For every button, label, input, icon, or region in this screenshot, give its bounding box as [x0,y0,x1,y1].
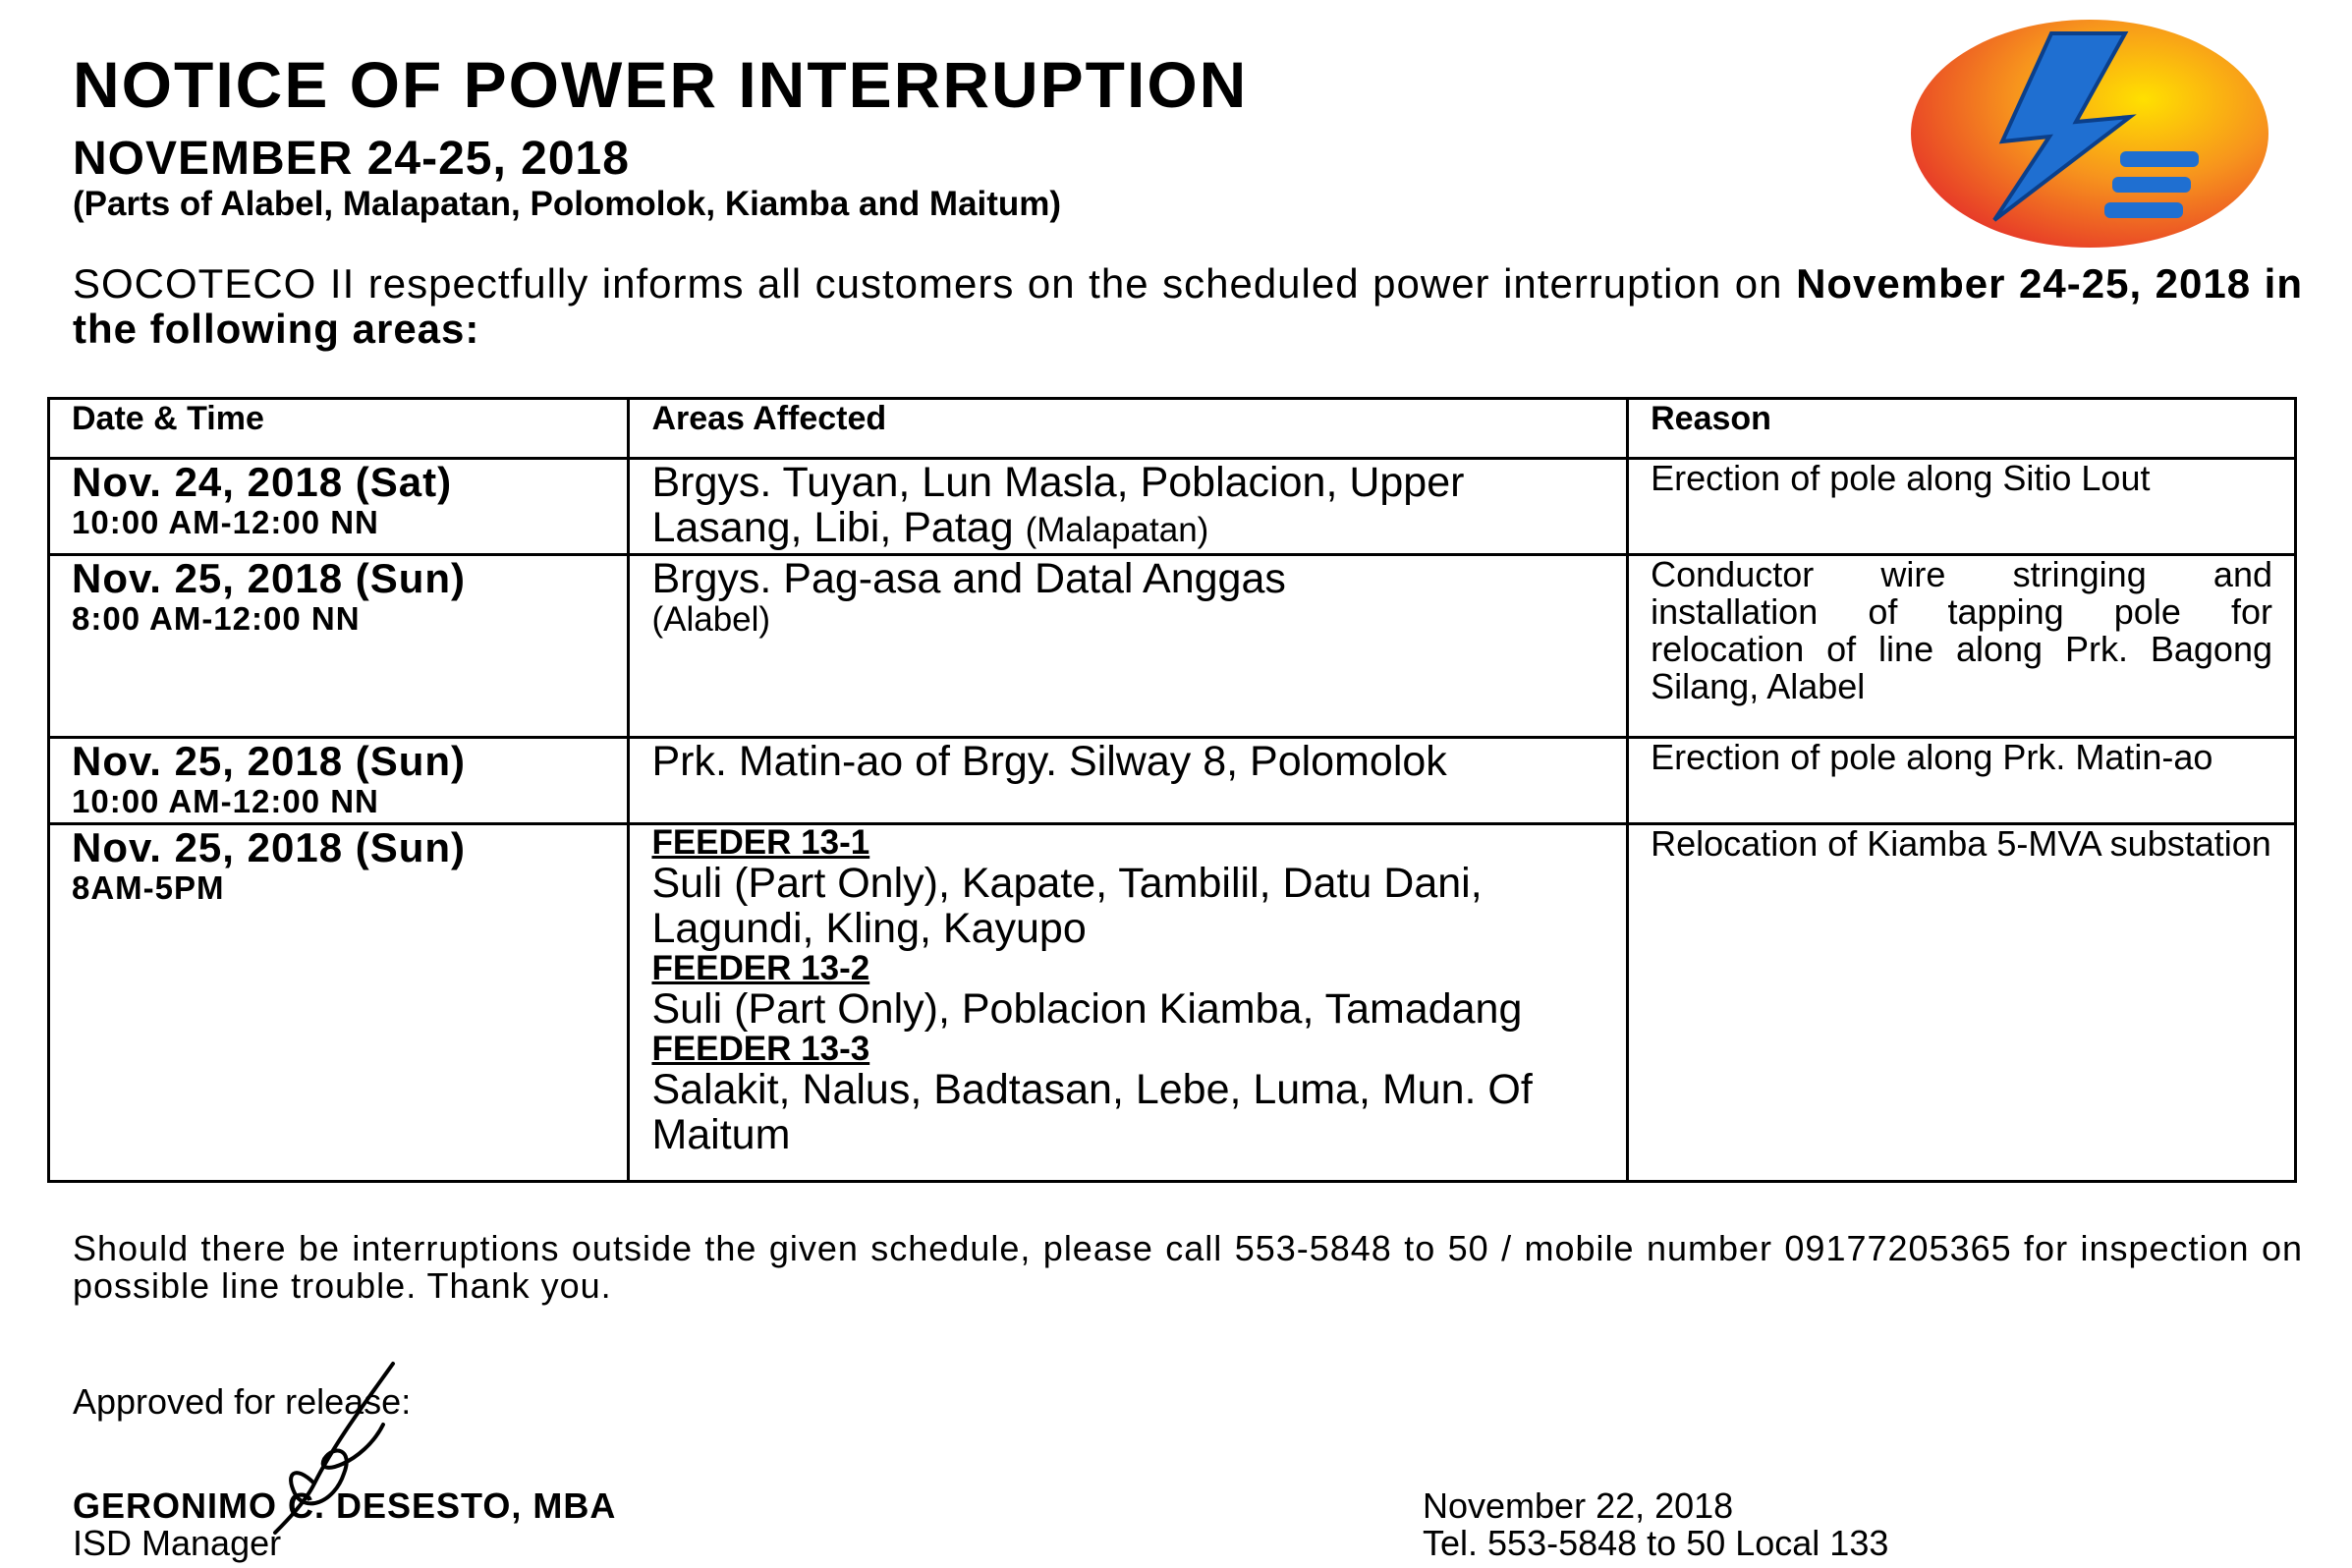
feeder-areas: Suli (Part Only), Poblacion Kiamba, Tamadang [651,985,1523,1033]
header-date-time: Date & Time [49,399,629,459]
reason-cell [1628,824,2296,1182]
approved-label: Approved for release: [73,1381,412,1422]
feeder-areas: Suli (Part Only), Kapate, Tambilil, Datu Dani, Lagundi, Kling, Kayupo [651,860,1483,952]
row-date: Nov. 25, 2018 (Sun) [72,738,467,784]
row-areas: Prk. Matin-ao of Brgy. Silway 8, Polomolok [651,738,1447,785]
date-time-cell [49,459,629,555]
row-areas: Brgys. Pag-asa and Datal Anggas [651,555,1286,602]
notice-title: NOTICE OF POWER INTERRUPTION [73,48,1249,121]
row-reason: Erection of pole along Sitio Lout [1651,458,2151,498]
areas-cell [629,824,1628,1182]
row-areas [651,460,1604,553]
intro-bold-text: November 24-25, 2018 in the following areas: [73,260,2303,352]
signer-position: ISD Manager [73,1523,282,1563]
telephone-number: Tel. 553-5848 to 50 Local 133 [1423,1523,1889,1563]
reason-cell [1628,459,2296,555]
intro-text: SOCOTECO II respectfully informs all customers on the scheduled power interruption on [73,260,1797,307]
date-time-cell [49,824,629,1182]
row-reason: Conductor wire stringing and installation of tapping pole for relocation of line along Prk. Bagong Silang, Alabel [1651,554,2272,706]
reason-cell [1628,555,2296,738]
row-date: Nov. 25, 2018 (Sun) [72,824,467,870]
row-time: 10:00 AM-12:00 NN [72,783,379,819]
row-date: Nov. 25, 2018 (Sun) [72,555,467,601]
areas-text: Brgys. Tuyan, Lun Masla, Poblacion, Upper Lasang, Libi, Patag [651,459,1465,551]
areas-municipality: (Malapatan) [1025,511,1209,549]
row-reason: Relocation of Kiamba 5-MVA substation [1651,823,2271,864]
feeder-label: FEEDER 13-2 [651,949,870,987]
socoteco-logo-icon [1904,14,2275,253]
date-time-cell [49,738,629,824]
row-time: 10:00 AM-12:00 NN [72,504,379,540]
areas-cell [629,459,1628,555]
header-reason: Reason [1628,399,2296,459]
signer-name: GERONIMO C. DESESTO, MBA [73,1485,617,1526]
notice-affected-parts: (Parts of Alabel, Malapatan, Polomolok, Kiamba and Maitum) [73,185,1062,223]
contact-note: Should there be interruptions outside the given schedule, please call 553-5848 to 50 / mobile number 09177205365 for inspection on possible line trouble. Thank you. [73,1228,2303,1306]
table-row [49,738,2296,824]
release-date: November 22, 2018 [1423,1485,1734,1526]
feeder-areas: Salakit, Nalus, Badtasan, Lebe, Luma, Mun. Of Maitum [651,1066,1533,1158]
row-reason: Erection of pole along Prk. Matin-ao [1651,737,2213,777]
header-areas-affected: Areas Affected [629,399,1628,459]
areas-cell [629,555,1628,738]
table-header-row [49,399,2296,459]
row-time: 8AM-5PM [72,869,225,906]
areas-municipality: (Alabel) [651,600,771,639]
feeder-label: FEEDER 13-3 [651,1030,870,1068]
date-time-cell [49,555,629,738]
schedule-table [47,397,2297,1183]
table-row [49,459,2296,555]
notice-date-range: NOVEMBER 24-25, 2018 [73,133,630,185]
table-row [49,824,2296,1182]
areas-cell [629,738,1628,824]
feeder-label: FEEDER 13-1 [651,823,870,862]
table-row [49,555,2296,738]
reason-cell [1628,738,2296,824]
row-time: 8:00 AM-12:00 NN [72,600,361,637]
row-date: Nov. 24, 2018 (Sat) [72,459,453,505]
notice-intro [73,261,2303,352]
